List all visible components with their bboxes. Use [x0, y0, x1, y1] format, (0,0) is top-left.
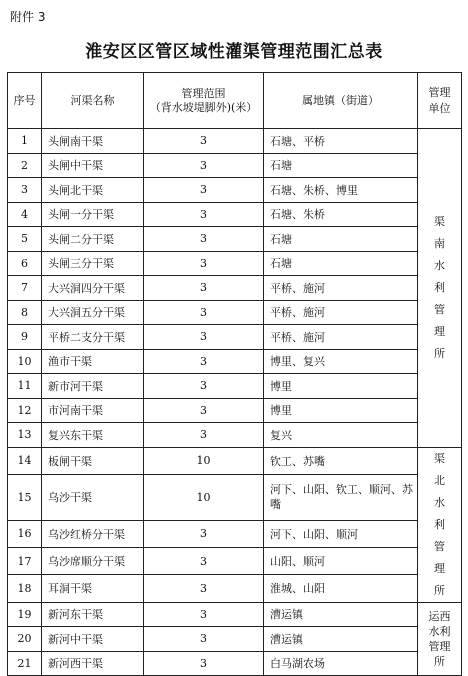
row-range: 3 [144, 398, 264, 423]
row-range: 3 [144, 627, 264, 652]
row-range: 3 [144, 178, 264, 203]
row-town: 漕运镇 [264, 602, 418, 627]
header-name: 河渠名称 [42, 73, 144, 129]
table-row [8, 325, 462, 350]
row-town: 淮城、山阳 [264, 575, 418, 602]
header-town: 属地镇（街道） [264, 73, 418, 129]
row-town: 河下、山阳、钦工、顺河、苏嘴 [264, 474, 418, 520]
row-town: 石塘 [264, 153, 418, 178]
header-range [144, 73, 264, 129]
row-name: 头闸南干渠 [42, 129, 144, 154]
row-name: 市河南干渠 [42, 398, 144, 423]
row-name: 平桥二支分干渠 [42, 325, 144, 350]
table-row [8, 627, 462, 652]
row-town: 漕运镇 [264, 627, 418, 652]
row-town: 平桥、施河 [264, 325, 418, 350]
table-row [8, 447, 462, 474]
table-row [8, 300, 462, 325]
table-row [8, 276, 462, 301]
row-name: 乌沙干渠 [42, 474, 144, 520]
row-town: 平桥、施河 [264, 276, 418, 301]
table-row [8, 547, 462, 574]
row-no: 11 [8, 374, 42, 399]
row-no: 16 [8, 520, 42, 547]
row-name: 大兴洞五分干渠 [42, 300, 144, 325]
row-name: 头闸北干渠 [42, 178, 144, 203]
table-row [8, 398, 462, 423]
row-no: 5 [8, 227, 42, 252]
row-range: 3 [144, 153, 264, 178]
row-name: 新市河干渠 [42, 374, 144, 399]
row-town: 钦工、苏嘴 [264, 447, 418, 474]
row-name: 乌沙席顺分干渠 [42, 547, 144, 574]
table-row [8, 202, 462, 227]
row-town: 石塘、朱桥 [264, 202, 418, 227]
management-unit-label: 运西水利管理所 [428, 609, 451, 668]
table-row [8, 178, 462, 203]
row-range: 3 [144, 423, 264, 448]
header-unit: 管理单位 [418, 73, 462, 129]
row-no: 9 [8, 325, 42, 350]
row-range: 3 [144, 325, 264, 350]
row-range: 10 [144, 474, 264, 520]
row-no: 17 [8, 547, 42, 574]
row-name: 新河中干渠 [42, 627, 144, 652]
row-no: 10 [8, 349, 42, 374]
row-name: 大兴洞四分干渠 [42, 276, 144, 301]
row-no: 3 [8, 178, 42, 203]
row-no: 15 [8, 474, 42, 520]
row-town: 石塘 [264, 251, 418, 276]
row-town: 石塘、平桥 [264, 129, 418, 154]
row-range: 3 [144, 129, 264, 154]
row-range: 3 [144, 651, 264, 676]
row-no: 20 [8, 627, 42, 652]
row-name: 头闸二分干渠 [42, 227, 144, 252]
row-town: 博里 [264, 374, 418, 399]
row-name: 乌沙红桥分干渠 [42, 520, 144, 547]
row-range: 3 [144, 575, 264, 602]
row-name: 渔市干渠 [42, 349, 144, 374]
row-town: 山阳、顺河 [264, 547, 418, 574]
row-range: 3 [144, 374, 264, 399]
management-unit-cell [418, 129, 462, 448]
summary-table [7, 72, 462, 676]
row-range: 3 [144, 202, 264, 227]
row-range: 3 [144, 349, 264, 374]
row-town: 河下、山阳、顺河 [264, 520, 418, 547]
row-town: 白马湖农场 [264, 651, 418, 676]
row-range: 3 [144, 602, 264, 627]
row-town: 博里、复兴 [264, 349, 418, 374]
attachment-label: 附件 3 [10, 10, 46, 24]
row-range: 3 [144, 276, 264, 301]
table-row [8, 153, 462, 178]
table-row [8, 374, 462, 399]
row-range: 10 [144, 447, 264, 474]
table-header-row [8, 73, 462, 129]
table-row [8, 520, 462, 547]
row-range: 3 [144, 251, 264, 276]
table-row [8, 602, 462, 627]
row-no: 18 [8, 575, 42, 602]
row-no: 6 [8, 251, 42, 276]
row-no: 21 [8, 651, 42, 676]
row-name: 头闸中干渠 [42, 153, 144, 178]
header-no: 序号 [8, 73, 42, 129]
row-range: 3 [144, 520, 264, 547]
table-row [8, 651, 462, 676]
row-town: 复兴 [264, 423, 418, 448]
row-no: 7 [8, 276, 42, 301]
header-range-line2: （背水坡堤脚外)(米） [149, 100, 258, 114]
row-name: 头闸三分干渠 [42, 251, 144, 276]
row-no: 14 [8, 447, 42, 474]
management-unit-cell [418, 602, 462, 676]
row-no: 2 [8, 153, 42, 178]
management-unit-cell [418, 447, 462, 602]
management-unit-label: 渠南水利管理所 [434, 214, 445, 360]
header-range-line1: 管理范围 [181, 86, 226, 100]
table-row [8, 251, 462, 276]
row-name: 耳洞干渠 [42, 575, 144, 602]
row-range: 3 [144, 547, 264, 574]
row-no: 1 [8, 129, 42, 154]
row-town: 博里 [264, 398, 418, 423]
row-range: 3 [144, 300, 264, 325]
table-row [8, 129, 462, 154]
row-no: 8 [8, 300, 42, 325]
row-town: 平桥、施河 [264, 300, 418, 325]
row-town: 石塘 [264, 227, 418, 252]
table-row [8, 423, 462, 448]
row-name: 头闸一分干渠 [42, 202, 144, 227]
management-unit-label: 渠北水利管理所 [434, 451, 445, 597]
page-title: 淮安区区管区域性灌渠管理范围汇总表 [85, 42, 383, 62]
row-name: 新河西干渠 [42, 651, 144, 676]
row-range: 3 [144, 227, 264, 252]
row-no: 13 [8, 423, 42, 448]
row-name: 新河东干渠 [42, 602, 144, 627]
table-row [8, 575, 462, 602]
table-row [8, 227, 462, 252]
row-town: 石塘、朱桥、博里 [264, 178, 418, 203]
row-no: 12 [8, 398, 42, 423]
row-no: 19 [8, 602, 42, 627]
row-name: 复兴东干渠 [42, 423, 144, 448]
row-no: 4 [8, 202, 42, 227]
row-name: 板闸干渠 [42, 447, 144, 474]
table-row [8, 474, 462, 520]
table-row [8, 349, 462, 374]
